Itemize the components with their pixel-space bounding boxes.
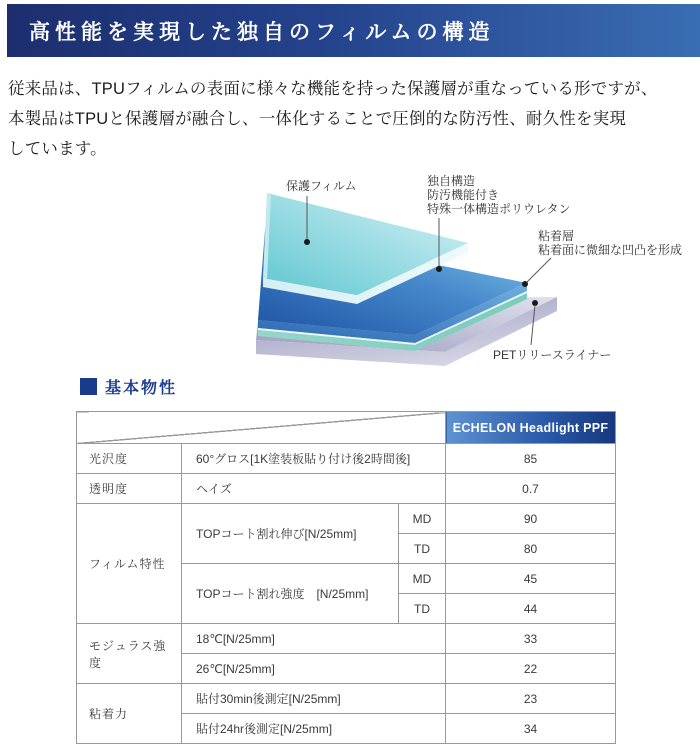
category-cell: モジュラス強度 xyxy=(77,624,182,684)
section-title: 基本物性 xyxy=(105,380,178,397)
pointer-dot xyxy=(522,281,528,287)
value-cell: 80 xyxy=(446,534,616,564)
category-cell: 光沢度 xyxy=(77,444,182,474)
direction-cell: MD xyxy=(399,564,446,594)
test-cell: 貼付24hr後測定[N/25mm] xyxy=(182,714,446,744)
category-cell: 透明度 xyxy=(77,474,182,504)
test-cell: 60°グロス[1K塗装板貼り付け後2時間後] xyxy=(182,444,446,474)
table-row xyxy=(77,474,616,504)
intro-line: しています。 xyxy=(8,140,107,158)
diagonal-corner-cell xyxy=(77,412,446,444)
square-bullet-icon xyxy=(80,378,97,395)
table-row xyxy=(77,624,616,654)
value-cell: 23 xyxy=(446,684,616,714)
properties-table xyxy=(76,411,616,744)
banner-title: 高性能を実現した独自のフィルムの構造 xyxy=(29,18,495,44)
page-banner xyxy=(7,4,700,57)
value-cell: 34 xyxy=(446,714,616,744)
category-cell: 粘着力 xyxy=(77,684,182,744)
pointer-dot xyxy=(304,239,310,245)
table-row xyxy=(77,504,616,534)
label-adhesive-layer xyxy=(522,228,682,287)
section-heading xyxy=(80,375,177,398)
value-cell: 90 xyxy=(446,504,616,534)
intro-line: 本製品はTPUと保護層が融合し、一体化することで圧倒的な防汚性、耐久性を実現 xyxy=(8,110,627,128)
svg-text:粘着層: 粘着層 xyxy=(538,229,575,243)
value-cell: 45 xyxy=(446,564,616,594)
value-cell: 33 xyxy=(446,624,616,654)
intro-line: 従来品は、TPUフィルムの表面に様々な機能を持った保護層が重なっている形ですが、 xyxy=(8,80,658,98)
test-cell: 貼付30min後測定[N/25mm] xyxy=(182,684,446,714)
value-cell: 22 xyxy=(446,654,616,684)
svg-text:特殊一体構造ポリウレタン: 特殊一体構造ポリウレタン xyxy=(427,202,571,216)
label-text: 保護フィルム xyxy=(286,179,357,193)
film-structure-diagram xyxy=(220,170,700,375)
value-cell: 85 xyxy=(446,444,616,474)
direction-cell: TD xyxy=(399,594,446,624)
intro-paragraph xyxy=(8,74,696,164)
svg-text:防汚機能付き: 防汚機能付き xyxy=(427,188,500,202)
table-row xyxy=(77,684,616,714)
svg-text:独自構造: 独自構造 xyxy=(427,174,476,188)
table-header-row xyxy=(77,412,616,444)
test-cell: ヘイズ xyxy=(182,474,446,504)
test-cell: TOPコート割れ強度 [N/25mm] xyxy=(182,564,399,624)
pointer-dot xyxy=(436,266,442,272)
direction-cell: TD xyxy=(399,534,446,564)
value-cell: 0.7 xyxy=(446,474,616,504)
category-cell: フィルム特性 xyxy=(77,504,182,624)
value-cell: 44 xyxy=(446,594,616,624)
product-header-cell: ECHELON Headlight PPF xyxy=(446,412,616,444)
direction-cell: MD xyxy=(399,504,446,534)
test-cell: 18℃[N/25mm] xyxy=(182,624,446,654)
svg-text:PETリリースライナー: PETリリースライナー xyxy=(493,348,612,362)
svg-text:粘着面に微細な凹凸を形成: 粘着面に微細な凹凸を形成 xyxy=(538,243,683,257)
test-cell: 26℃[N/25mm] xyxy=(182,654,446,684)
table-row xyxy=(77,444,616,474)
test-cell: TOPコート割れ伸び[N/25mm] xyxy=(182,504,399,564)
